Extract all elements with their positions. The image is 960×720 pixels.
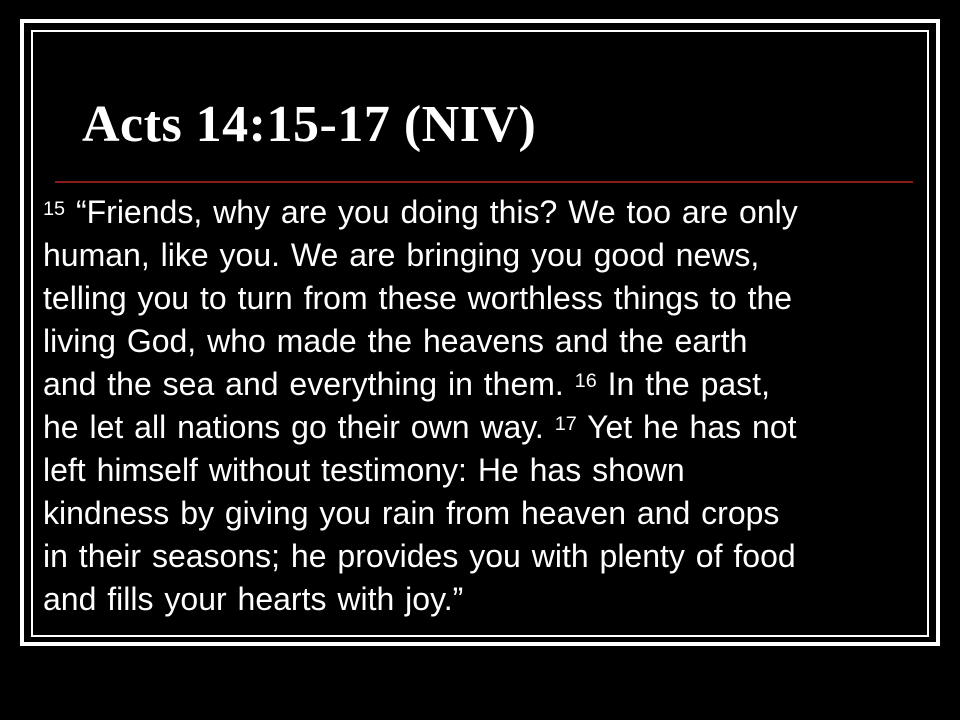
verse-line: [43, 406, 931, 449]
verse-text-segment: kindness by giving you rain from heaven and crops: [43, 495, 780, 531]
verse-line: [43, 277, 931, 320]
verse-line: [43, 449, 931, 492]
verse-text-segment: and the sea and everything in them.: [43, 366, 575, 402]
verse-text-segment: and fills your hearts with joy.”: [43, 581, 464, 617]
verse-text-segment: telling you to turn from these worthless things to the: [43, 280, 793, 316]
verse-text-segment: in their seasons; he provides you with plenty of food: [43, 538, 796, 574]
verse-line: [43, 320, 931, 363]
verse-text-segment: left himself without testimony: He has shown: [43, 452, 685, 488]
verse-text-segment: human, like you. We are bringing you good news,: [43, 237, 760, 273]
verse-text: [43, 191, 931, 621]
verse-text-segment: living God, who made the heavens and the earth: [43, 323, 748, 359]
verse-line: [43, 535, 931, 578]
verse-line: [43, 363, 931, 406]
verse-text-segment: “Friends, why are you doing this? We too are only: [65, 194, 798, 230]
title-separator-line: [55, 181, 913, 183]
verse-line: [43, 578, 931, 621]
verse-line: [43, 191, 931, 234]
verse-text-segment: he let all nations go their own way.: [43, 409, 555, 445]
verse-text-segment: In the past,: [596, 366, 770, 402]
verse-number-superscript: 15: [43, 197, 66, 220]
verse-line: [43, 492, 931, 535]
verse-number-superscript: 17: [554, 412, 577, 435]
verse-number-superscript: 16: [574, 369, 597, 392]
slide-title: Acts 14:15-17 (NIV): [82, 96, 537, 153]
verse-text-segment: Yet he has not: [576, 409, 797, 445]
verse-line: [43, 234, 931, 277]
